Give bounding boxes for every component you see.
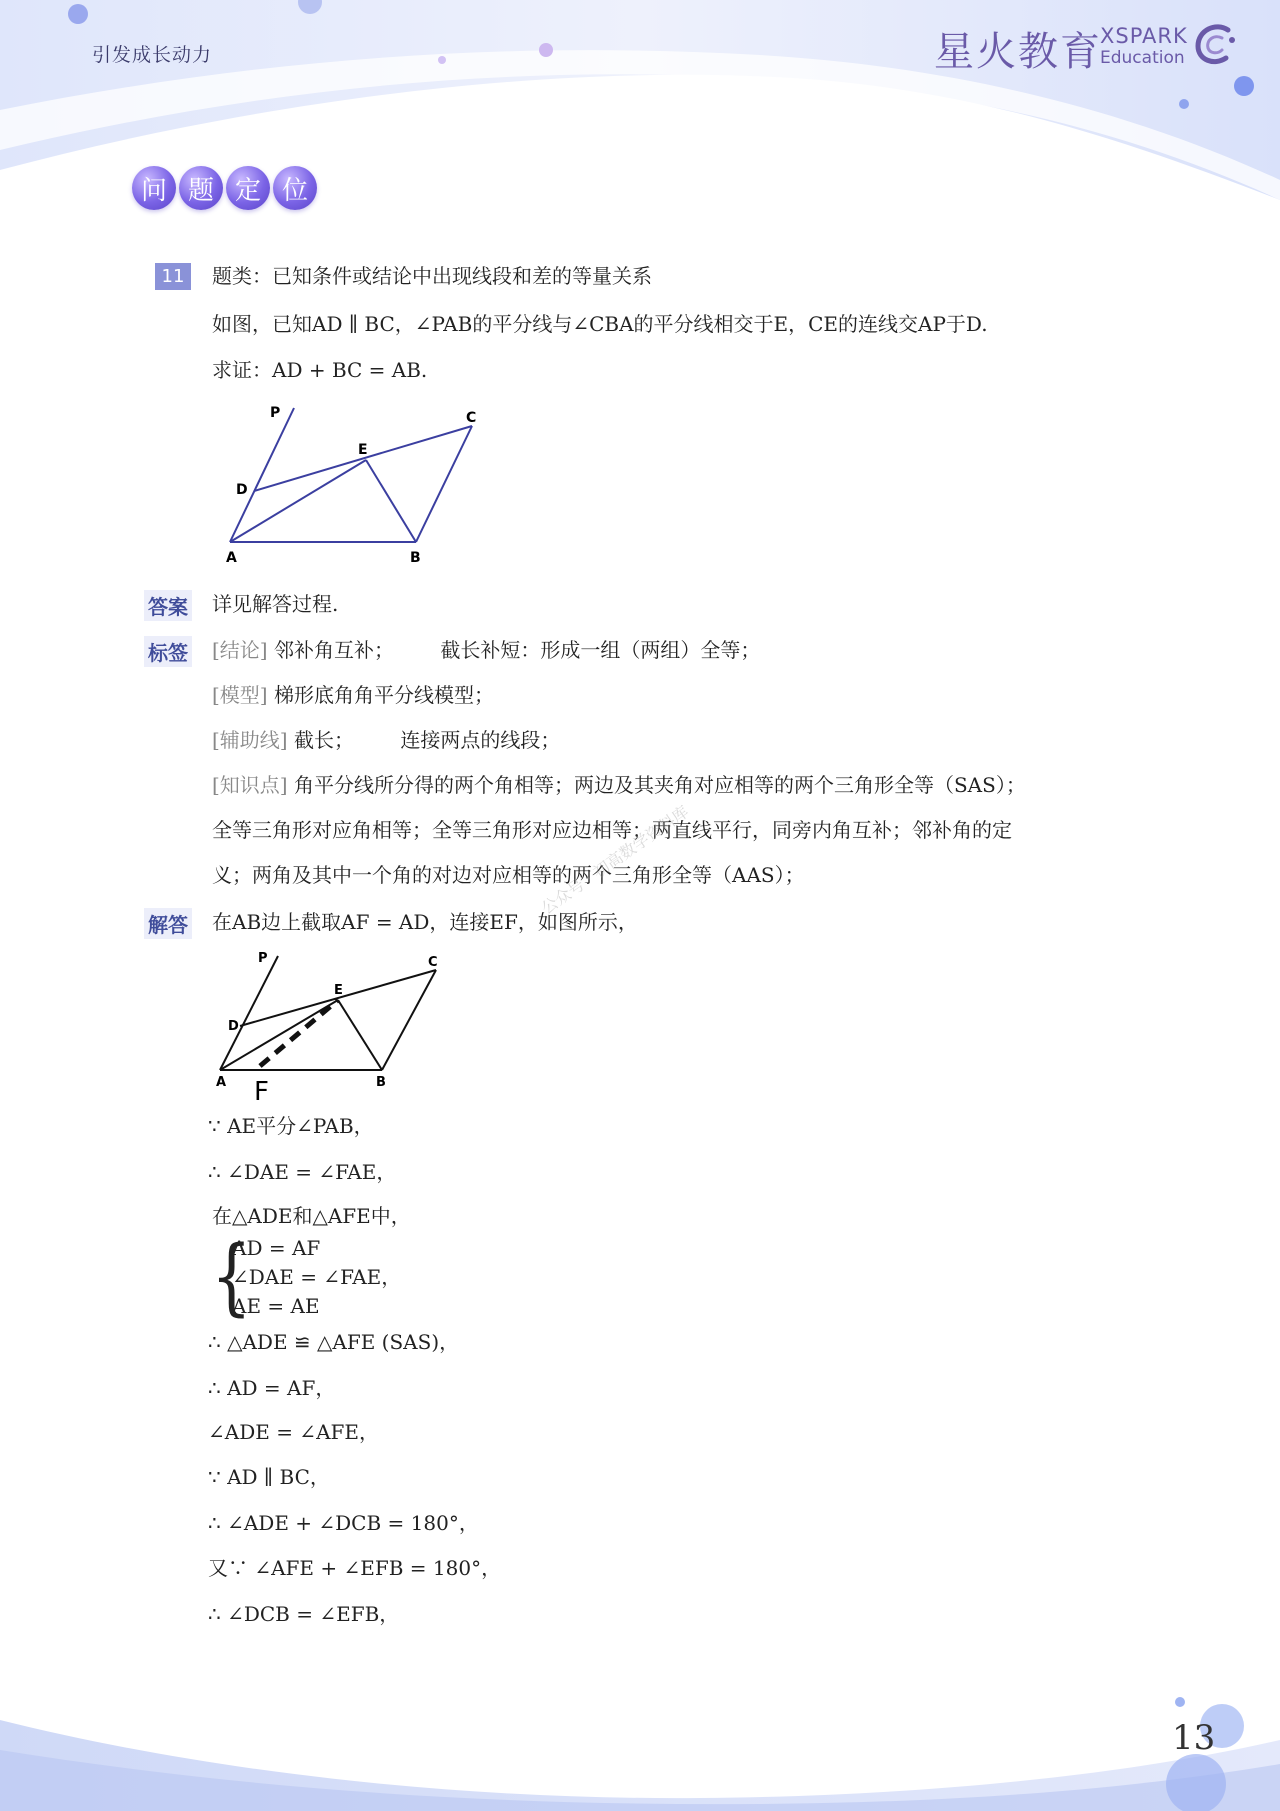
label-p: P bbox=[270, 405, 281, 421]
system-brace: { bbox=[211, 1229, 252, 1326]
brand-logo-text: 星火教育 bbox=[934, 29, 1102, 75]
label-p: P bbox=[258, 951, 268, 966]
answer-label: 答案 bbox=[144, 590, 192, 621]
problem-number-badge: 11 bbox=[155, 263, 191, 290]
problem-category: 题类：已知条件或结论中出现线段和差的等量关系 bbox=[212, 264, 652, 288]
label-a: A bbox=[216, 1075, 227, 1090]
label-e: E bbox=[358, 442, 368, 458]
solution-step: 又∵ ∠AFE + ∠EFB = 180°， bbox=[208, 1556, 502, 1580]
tag-aux: [辅助线] bbox=[212, 728, 288, 752]
footer-decoration bbox=[0, 1660, 1280, 1811]
tag-line-knowledge bbox=[212, 771, 1026, 799]
solution-step: ∴ ∠DAE = ∠FAE， bbox=[208, 1160, 397, 1184]
brand-logo-en-sub: Education bbox=[1100, 48, 1185, 68]
tag-knowledge: [知识点] bbox=[212, 773, 288, 797]
label-c: C bbox=[466, 410, 477, 426]
system-line: AD = AF bbox=[232, 1236, 321, 1260]
solution-step: ∠ADE = ∠AFE， bbox=[208, 1420, 379, 1444]
solution-step: ∴ ∠ADE + ∠DCB = 180°， bbox=[208, 1511, 479, 1535]
label-e: E bbox=[334, 983, 343, 998]
tag-knowledge-text: 角平分线所分得的两个角相等；两边及其夹角对应相等的两个三角形全等（SAS）； bbox=[293, 773, 1026, 797]
label-c: C bbox=[428, 955, 438, 970]
brand-swirl-icon bbox=[1190, 20, 1240, 70]
problem-prove: 求证：AD + BC = AB. bbox=[212, 358, 428, 382]
solution-step: ∵ AE平分∠PAB， bbox=[208, 1114, 374, 1138]
solution-label: 解答 bbox=[144, 908, 192, 939]
brand-logo-en: XSPARK bbox=[1100, 24, 1188, 48]
problem-figure bbox=[220, 400, 490, 570]
section-title-char: 题 bbox=[179, 166, 223, 210]
system-line: ∠DAE = ∠FAE， bbox=[232, 1265, 402, 1289]
label-d: D bbox=[228, 1019, 239, 1034]
solution-step: ∴ AD = AF， bbox=[208, 1376, 336, 1400]
solution-figure bbox=[210, 948, 450, 1106]
tag-knowledge-line3: 义；两角及其中一个角的对边对应相等的两个三角形全等（AAS）； bbox=[212, 863, 805, 887]
solution-intro: 在AB边上截取AF = AD，连接EF，如图所示， bbox=[212, 910, 638, 934]
tag-aux-text2: 连接两点的线段； bbox=[400, 728, 561, 752]
tag-model: [模型] bbox=[212, 683, 268, 707]
page-number: 13 bbox=[1172, 1718, 1216, 1758]
tag-line-conclusion bbox=[212, 636, 760, 664]
system-line: AE = AE bbox=[232, 1294, 320, 1318]
problem-statement: 如图，已知AD ∥ BC，∠PAB的平分线与∠CBA的平分线相交于E，CE的连线交AP于D. bbox=[212, 312, 988, 336]
answer-text: 详见解答过程. bbox=[212, 592, 339, 616]
section-title-char: 定 bbox=[226, 166, 270, 210]
watermark: 公众号 · 初高数学资料库 bbox=[537, 801, 693, 919]
solution-step: 在△ADE和△AFE中， bbox=[212, 1204, 411, 1228]
tag-model-text: 梯形底角角平分线模型； bbox=[273, 683, 494, 707]
tag-aux-text: 截长； bbox=[293, 728, 354, 752]
solution-step: ∴ △ADE ≌ △AFE (SAS)， bbox=[208, 1330, 460, 1354]
label-d: D bbox=[236, 482, 248, 498]
header-slogan: 引发成长动力 bbox=[92, 44, 213, 66]
tag-line-aux bbox=[212, 726, 560, 754]
tag-conclusion-text2: 截长补短：形成一组（两组）全等； bbox=[440, 638, 761, 662]
tags-label: 标签 bbox=[144, 636, 192, 667]
tag-conclusion: [结论] bbox=[212, 638, 268, 662]
section-title bbox=[132, 166, 317, 210]
label-b: B bbox=[376, 1075, 386, 1090]
solution-step: ∴ ∠DCB = ∠EFB， bbox=[208, 1602, 400, 1626]
section-title-char: 问 bbox=[132, 166, 176, 210]
label-f: F bbox=[254, 1077, 269, 1106]
label-b: B bbox=[410, 550, 421, 566]
tag-line-model bbox=[212, 681, 494, 709]
label-a: A bbox=[226, 550, 237, 566]
tag-conclusion-text: 邻补角互补； bbox=[273, 638, 394, 662]
solution-step: ∵ AD ∥ BC， bbox=[208, 1465, 330, 1489]
section-title-char: 位 bbox=[273, 166, 317, 210]
tag-knowledge-line2: 全等三角形对应角相等；全等三角形对应边相等；两直线平行，同旁内角互补；邻补角的定 bbox=[212, 818, 1012, 842]
